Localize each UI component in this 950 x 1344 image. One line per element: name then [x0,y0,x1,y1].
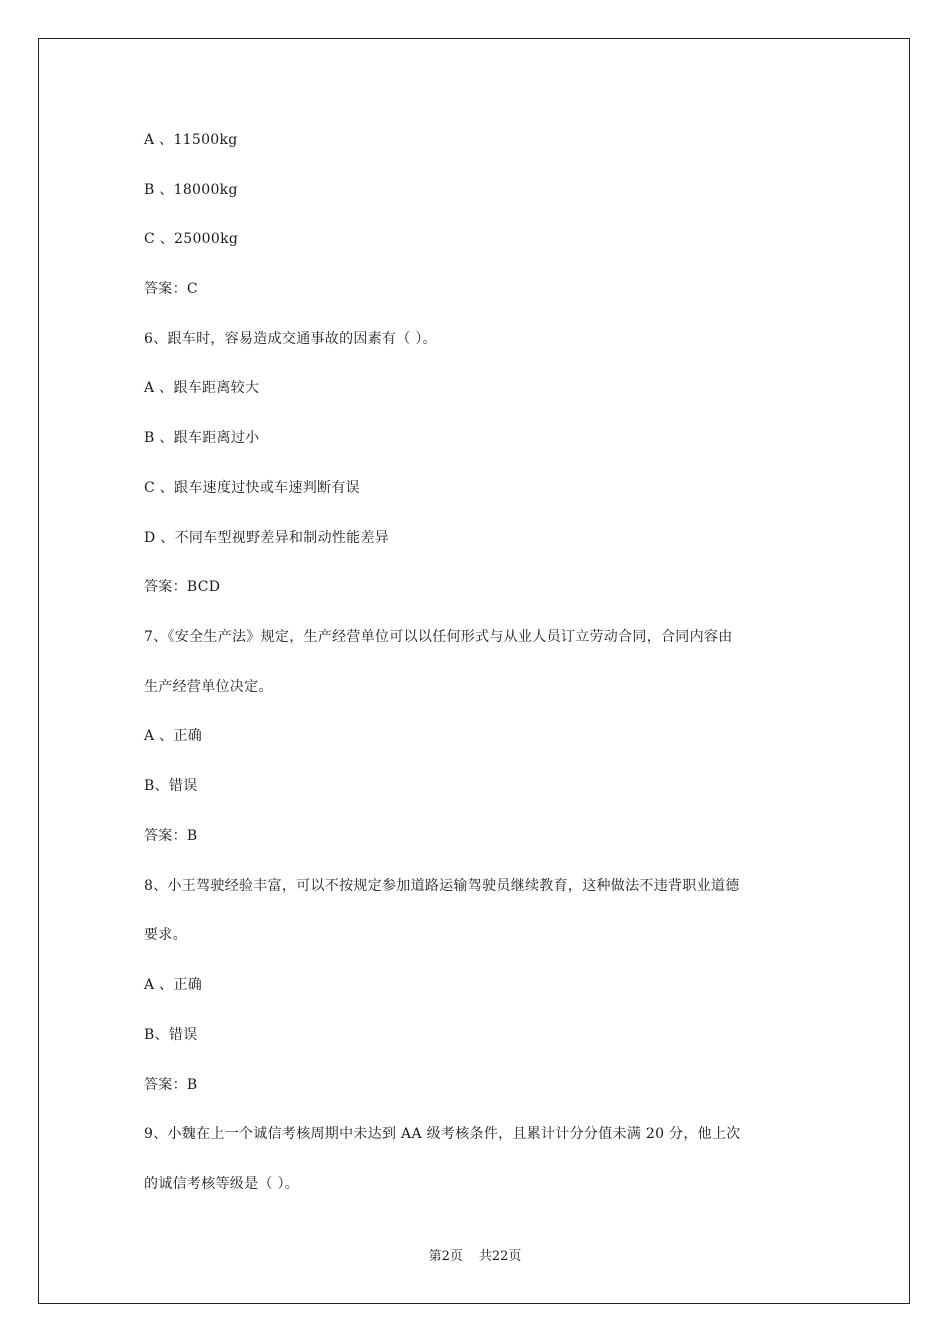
q5-answer: 答案：C [144,281,198,297]
q9-stem-line2: 的诚信考核等级是（ ）。 [144,1176,300,1192]
q6-answer: 答案：BCD [144,579,221,595]
q8-option-b: B、错误 [144,1027,198,1043]
q6-stem: 6、跟车时，容易造成交通事故的因素有（ ）。 [144,331,437,347]
q6-option-d: D 、不同车型视野差异和制动性能差异 [144,530,390,546]
q6-option-a: A 、跟车距离较大 [144,380,260,396]
q8-option-a: A 、正确 [144,977,203,993]
page-total: 共22页 [478,1249,522,1264]
q7-option-a: A 、正确 [144,728,203,744]
q6-option-c: C 、跟车速度过快或车速判断有误 [144,480,360,496]
q7-stem-line2: 生产经营单位决定。 [144,679,273,695]
q7-answer: 答案：B [144,828,198,844]
page-footer [0,1248,950,1266]
q6-option-b: B 、跟车距离过小 [144,430,260,446]
q5-option-c: C 、25000kg [144,231,239,247]
q8-answer: 答案：B [144,1077,198,1093]
q5-option-a: A 、11500kg [144,132,238,148]
page-border [38,38,910,1304]
q7-option-b: B、错误 [144,778,198,794]
q5-option-b: B 、18000kg [144,182,238,198]
q7-stem-line1: 7、《安全生产法》规定，生产经营单位可以以任何形式与从业人员订立劳动合同，合同内容由 [144,629,733,645]
page-number: 第2页 [428,1249,463,1264]
q8-stem-line2: 要求。 [144,927,187,943]
q8-stem-line1: 8、小王驾驶经验丰富，可以不按规定参加道路运输驾驶员继续教育，这种做法不违背职业道德 [144,878,740,894]
q9-stem-line1: 9、小魏在上一个诚信考核周期中未达到 AA 级考核条件，且累计计分分值未满 20 分，他上次 [144,1126,741,1142]
